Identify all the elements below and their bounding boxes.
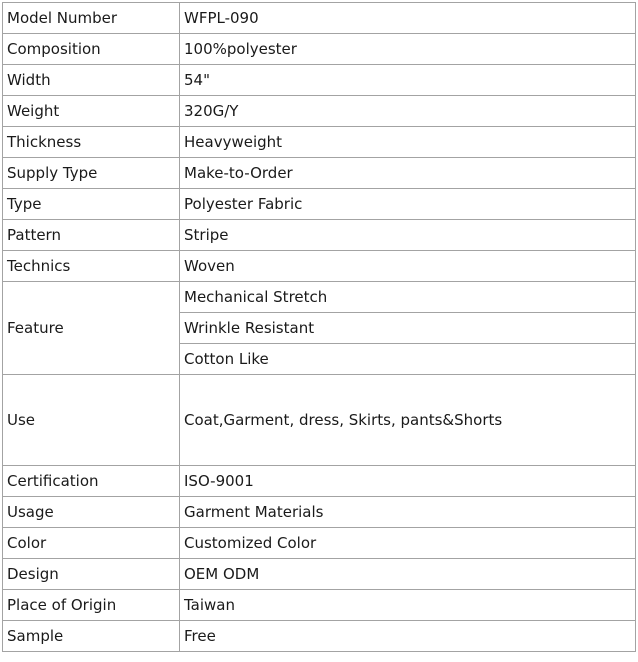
table-row: [3, 251, 636, 282]
use-label: Use: [3, 375, 180, 466]
table-row: [3, 34, 636, 65]
spec-label: Place of Origin: [3, 590, 180, 621]
spec-value: Woven: [180, 251, 636, 282]
table-row: [3, 220, 636, 251]
spec-value: Heavyweight: [180, 127, 636, 158]
spec-label: Model Number: [3, 3, 180, 34]
spec-label: Usage: [3, 497, 180, 528]
spec-label: Type: [3, 189, 180, 220]
spec-value: Taiwan: [180, 590, 636, 621]
spec-label: Width: [3, 65, 180, 96]
use-value: Coat,Garment, dress, Skirts, pants&Shorts: [180, 375, 636, 466]
table-row-feature: [3, 282, 636, 313]
table-row: [3, 497, 636, 528]
spec-label: Weight: [3, 96, 180, 127]
spec-value: Garment Materials: [180, 497, 636, 528]
spec-label: Supply Type: [3, 158, 180, 189]
spec-value: 54": [180, 65, 636, 96]
spec-value: WFPL-090: [180, 3, 636, 34]
spec-value: OEM ODM: [180, 559, 636, 590]
spec-value: Polyester Fabric: [180, 189, 636, 220]
feature-label: Feature: [3, 282, 180, 375]
spec-label: Design: [3, 559, 180, 590]
spec-label: Composition: [3, 34, 180, 65]
spec-value: Make-to-Order: [180, 158, 636, 189]
spec-value: 320G/Y: [180, 96, 636, 127]
spec-label: Technics: [3, 251, 180, 282]
spec-value: Stripe: [180, 220, 636, 251]
table-row: [3, 96, 636, 127]
spec-value: ISO-9001: [180, 466, 636, 497]
table-row: [3, 189, 636, 220]
table-row: [3, 590, 636, 621]
spec-label: Color: [3, 528, 180, 559]
table-row: [3, 65, 636, 96]
spec-value: 100%polyester: [180, 34, 636, 65]
spec-value: Free: [180, 621, 636, 652]
product-spec-table: [2, 2, 636, 652]
table-row: [3, 559, 636, 590]
table-row: [3, 466, 636, 497]
feature-value: Mechanical Stretch: [180, 282, 636, 313]
table-row: [3, 127, 636, 158]
spec-label: Certification: [3, 466, 180, 497]
feature-value: Wrinkle Resistant: [180, 313, 636, 344]
spec-value: Customized Color: [180, 528, 636, 559]
table-row: [3, 621, 636, 652]
table-row: [3, 528, 636, 559]
spec-label: Pattern: [3, 220, 180, 251]
spec-label: Sample: [3, 621, 180, 652]
table-row: [3, 158, 636, 189]
table-row-use: [3, 375, 636, 466]
spec-label: Thickness: [3, 127, 180, 158]
table-row: [3, 3, 636, 34]
feature-value: Cotton Like: [180, 344, 636, 375]
